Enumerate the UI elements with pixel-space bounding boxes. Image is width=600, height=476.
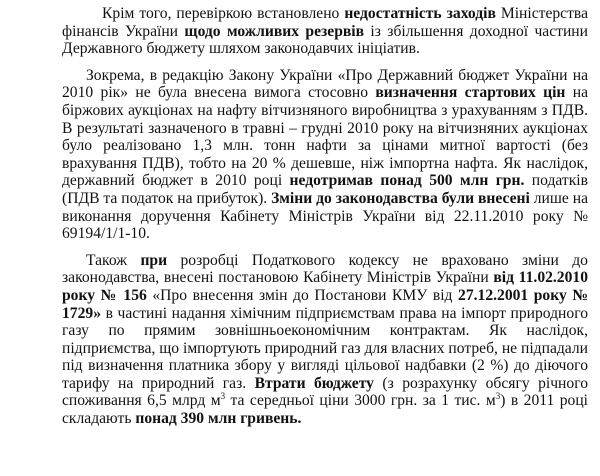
text-run: Зокрема, в редакцію Закону України «Про Державний бюджет України на 2010 рік» не була внесена вимога стосовно xyxy=(62,66,588,102)
paragraph xyxy=(62,5,588,58)
text-run: ) в 2011 році складають xyxy=(62,392,588,428)
bold-text: визначення стартових цін xyxy=(375,84,566,102)
paragraph xyxy=(62,67,588,243)
bold-text: 27.12.2001 року № 1729» xyxy=(62,286,588,322)
bold-text: недотримав понад 500 млн грн. xyxy=(289,172,525,190)
text-run: розробці Податкового кодексу не враховано зміни до законодавства, внесені постановою Кабінету Міністрів України xyxy=(62,251,588,287)
superscript: 3 xyxy=(220,391,226,402)
text-run: Також xyxy=(86,251,141,269)
bold-text: від 11.02.2010 року № 156 xyxy=(62,269,588,304)
superscript: 3 xyxy=(495,391,501,402)
text-run: податків (ПДВ та податок на прибуток). xyxy=(62,172,588,207)
bold-text: понад 390 млн гривень. xyxy=(135,410,302,428)
text-run: із збільшення доходної частини Державного бюджету шляхом законодавчих ініціатив. xyxy=(62,22,588,58)
text-run: на біржових аукціонах на нафту вітчизняного виробництва з урахуванням з ПДВ. В результаті зазначеного в травні – грудні 2010 року на вітчизняних аукціонах було реалізовано 1,3 млн. тонн нафти за цінами митної вартості (без врахування ПДВ), тобто на 20 % дешевше, ніж імпортна нафта. Як наслідок, державний бюджет в 2010 році xyxy=(62,84,588,190)
text-run: «Про внесення змін до Постанови КМУ від xyxy=(146,286,459,304)
text-run: в частині надання хімічним підприємствам права на імпорт природного газу по прямим зовнішньоекономічним контрактам. Як наслідок, підприємства, що імпортують природний газ для власних потреб, не підпадали під визначення платника збору у вигляді цільової надбавки (2 %) до діючого тарифу на природний газ. xyxy=(62,304,588,392)
bold-text: Зміни до законодавства були внесені xyxy=(271,189,530,207)
bold-text: при xyxy=(140,251,168,269)
bold-text: недостатність заходів xyxy=(344,5,496,22)
text-run: Крім того, перевіркою встановлено xyxy=(102,5,345,22)
text-run: лише на виконання доручення Кабінету Міністрів України від 22.11.2010 року № 69194/1/1-10. xyxy=(62,189,589,243)
paragraph xyxy=(62,252,588,428)
text-run: та середньої ціни 3000 грн. за 1 тис. м xyxy=(225,392,496,410)
bold-text: Втрати бюджету xyxy=(254,374,374,392)
bold-text: щодо можливих резервів xyxy=(184,22,365,40)
text-run: (з розрахунку обсягу річного споживання 6,5 млрд м xyxy=(62,374,589,410)
text-run: Міністерства фінансів України xyxy=(62,5,588,40)
